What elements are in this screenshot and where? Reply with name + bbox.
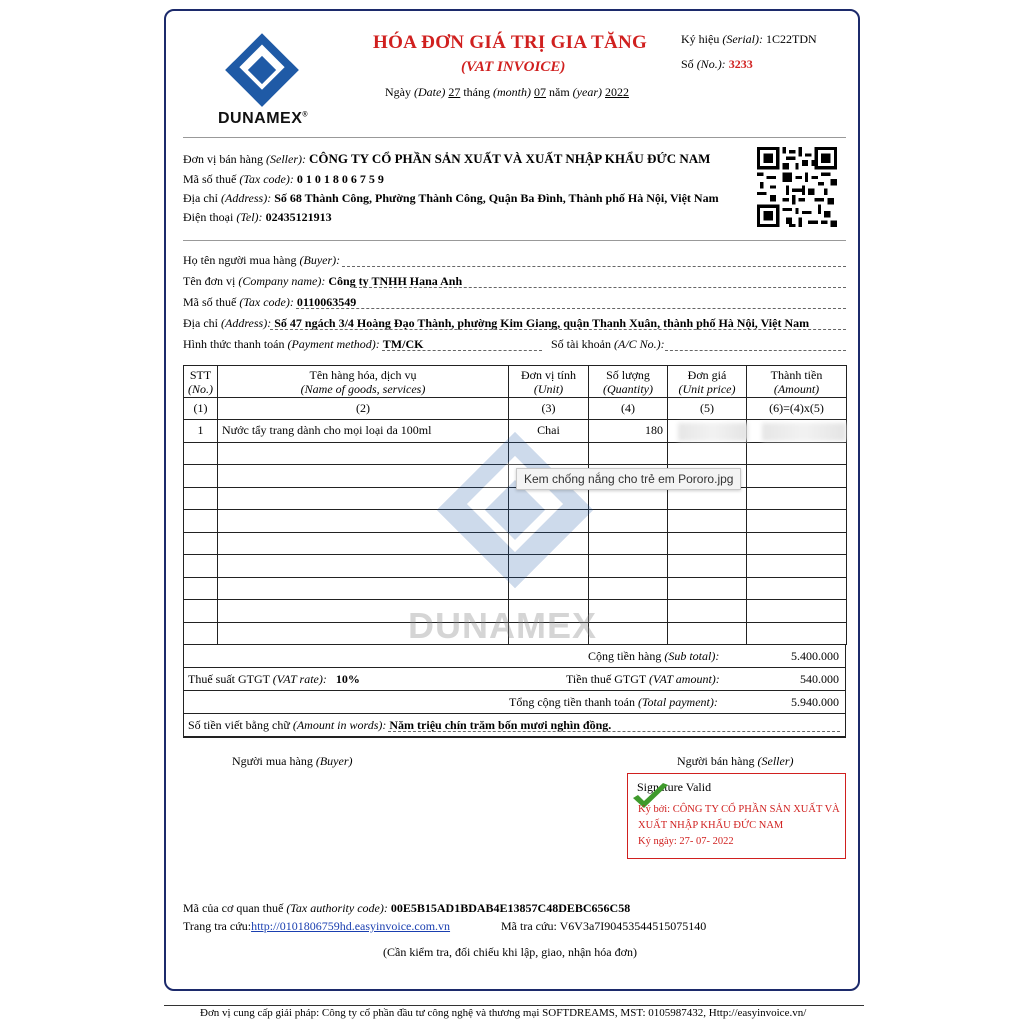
redacted-blur xyxy=(762,423,846,441)
tax-authority-code: Mã của cơ quan thuế (Tax authority code): 00E5B15AD1BDAB4E13857C48DEBC656C58 xyxy=(183,901,631,915)
buyer-tax: Mã số thuế (Tax code): 0110063549 xyxy=(183,295,357,309)
invoice-title: HÓA ĐƠN GIÁ TRỊ GIA TĂNG xyxy=(373,32,648,53)
watermark-text: DUNAMEX xyxy=(408,605,598,646)
seller-signature-label: Người bán hàng (Seller) xyxy=(677,754,794,768)
check-note: (Cần kiểm tra, đối chiếu khi lập, giao, nhận hóa đơn) xyxy=(383,945,637,959)
header-price: Đơn giá (Unit price) xyxy=(668,366,747,398)
subtotal-row: Cộng tiền hàng (Sub total): 5.400.000 xyxy=(183,645,846,668)
buyer-payment: Hình thức thanh toán (Payment method): TM/CK xyxy=(183,337,424,351)
invoice-subtitle: (VAT INVOICE) xyxy=(461,59,566,75)
invoice-date: Ngày (Date) 27 tháng (month) 07 năm (year) 2022 xyxy=(385,85,629,99)
buyer-signature-label: Người mua hàng (Buyer) xyxy=(232,754,353,768)
buyer-account: Số tài khoản (A/C No.): xyxy=(551,337,665,351)
header-amount: Thành tiền (Amount) xyxy=(747,366,847,398)
invoice-number: Số (No.): 3233 xyxy=(681,57,753,71)
qr-code-icon[interactable] xyxy=(757,147,837,227)
words-row: Số tiền viết bằng chữ (Amount in words): Năm triệu chín trăm bốn mươi nghìn đồng. xyxy=(183,714,846,737)
header-unit: Đơn vị tính (Unit) xyxy=(509,366,589,398)
buyer-name: Họ tên người mua hàng (Buyer): xyxy=(183,253,341,267)
provider-info: Đơn vị cung cấp giải pháp: Công ty cổ phần đầu tư công nghệ và thương mại SOFTDREAMS, MST: 0105987432, Http://easyinvoice.vn/ xyxy=(200,1007,807,1019)
dunamex-watermark-icon xyxy=(430,425,600,595)
dunamex-logo-icon xyxy=(222,30,302,110)
table-row: 1 Nước tẩy trang dành cho mọi loại da 100ml Chai 180 xyxy=(184,420,847,443)
seller-tel: Điện thoại (Tel): 02435121913 xyxy=(183,210,332,224)
file-tooltip: Kem chống nắng cho trẻ em Pororo.jpg xyxy=(516,468,741,490)
seller-address: Địa chỉ (Address): Số 68 Thành Công, Phường Thành Công, Quận Ba Đình, Thành phố Hà Nội, Việt Nam xyxy=(183,191,719,205)
logo-brand: DUNAMEX® xyxy=(218,110,309,127)
footer-divider xyxy=(164,1005,864,1006)
vat-row: Thuế suất GTGT (VAT rate): 10% Tiền thuế GTGT (VAT amount): 540.000 xyxy=(183,668,846,691)
lookup-code: Mã tra cứu: V6V3a7I90453544515075140 xyxy=(501,919,707,933)
index-row: (1) (2) (3) (4) (5) (6)=(4)x(5) xyxy=(184,398,847,420)
lookup-link[interactable]: http://0101806759hd.easyinvoice.com.vn xyxy=(251,919,451,933)
header-name: Tên hàng hóa, dịch vụ (Name of goods, services) xyxy=(218,366,509,398)
lookup-line: Trang tra cứu:http://0101806759hd.easyinvoice.com.vn xyxy=(183,919,451,933)
divider xyxy=(183,240,846,241)
header-qty: Số lượng (Quantity) xyxy=(589,366,668,398)
table-header-row xyxy=(184,366,847,398)
buyer-company: Tên đơn vị (Company name): Công ty TNHH Hana Anh xyxy=(183,274,463,288)
seller-tax: Mã số thuế (Tax code): 0 1 0 1 8 0 6 7 5 9 xyxy=(183,172,384,186)
serial: Ký hiệu (Serial): 1C22TDN xyxy=(681,32,817,46)
redacted-blur xyxy=(678,423,748,441)
seller-name: Đơn vị bán hàng (Seller): CÔNG TY CỔ PHẦN SẢN XUẤT VÀ XUẤT NHẬP KHẨU ĐỨC NAM xyxy=(183,151,711,166)
buyer-address: Địa chỉ (Address): Số 47 ngách 3/4 Hoàng Đạo Thành, phường Kim Giang, quận Thanh Xuân, thành phố Hà Nội, Việt Nam xyxy=(183,316,810,330)
header-no: STT (No.) xyxy=(184,366,218,398)
divider xyxy=(183,137,846,138)
total-row: Tổng cộng tiền thanh toán (Total payment): 5.940.000 xyxy=(183,691,846,714)
digital-signature-box[interactable]: Signature Valid Ký bởi: CÔNG TY CỔ PHẦN SẢN XUẤT VÀ XUẤT NHẬP KHẨU ĐỨC NAM Ký ngày: 27- 07- 2022 xyxy=(627,773,846,859)
